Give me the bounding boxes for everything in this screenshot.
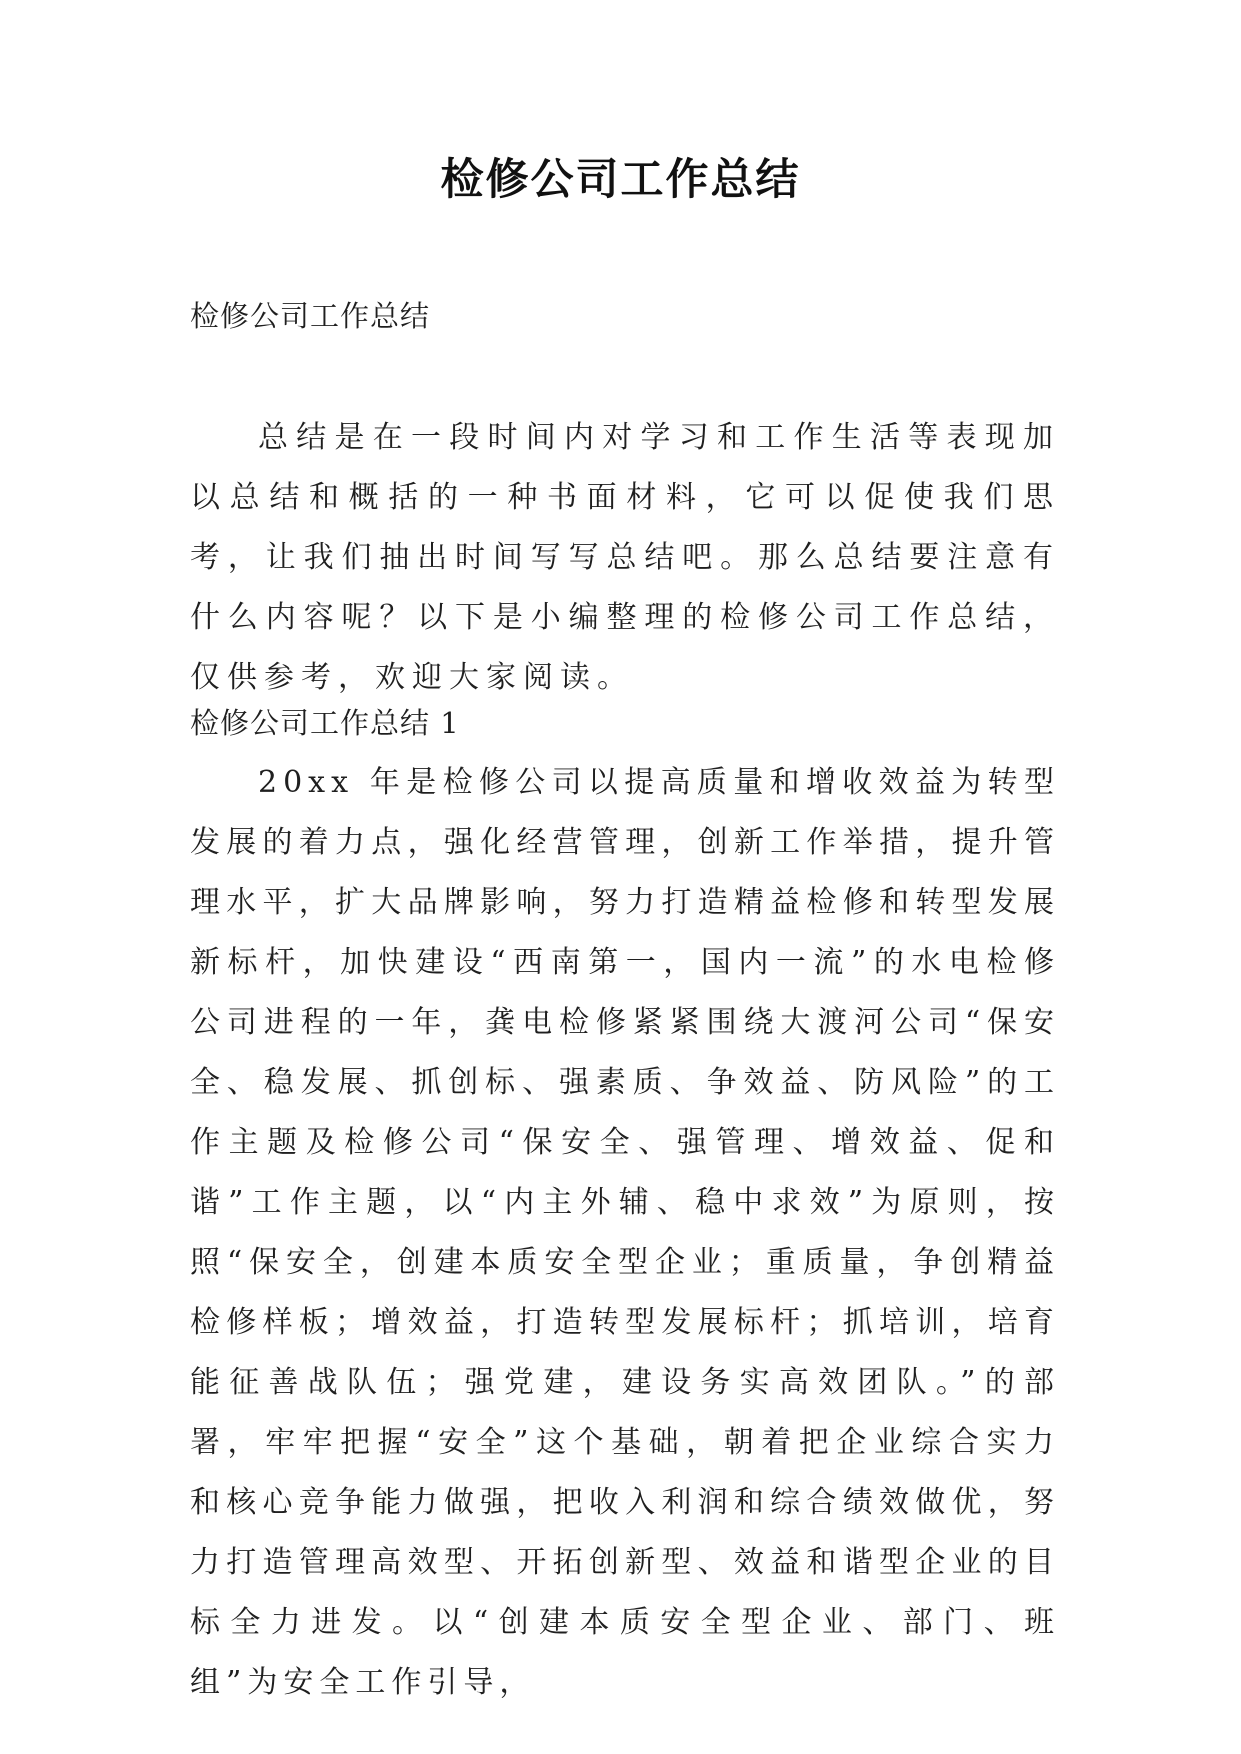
document-title: 检修公司工作总结 [440, 155, 801, 205]
document-subtitle: 检修公司工作总结 [190, 299, 431, 333]
intro-paragraph: 总结是在一段时间内对学习和工作生活等表现加以总结和概括的一种书面材料，它可以促使我们思考，让我们抽出时间写写总结吧。那么总结要注意有什么内容呢？以下是小编整理的检修公司工作总结，仅供参考，欢迎大家阅读。 [190, 420, 1060, 695]
body-paragraph: 20xx 年是检修公司以提高质量和增收效益为转型发展的着力点，强化经营管理，创新工作举措，提升管理水平，扩大品牌影响，努力打造精益检修和转型发展新标杆，加快建设“西南第一，国内一流”的水电检修公司进程的一年，龚电检修紧紧围绕大渡河公司“保安全、稳发展、抓创标、强素质、争效益、防风险”的工作主题及检修公司“保安全、强管理、增效益、促和谐”工作主题，以“内主外辅、稳中求效”为原则，按照“保安全，创建本质安全型企业；重质量，争创精益检修样板；增效益，打造转型发展标杆；抓培训，培育能征善战队伍；强党建，建设务实高效团队。”的部署，牢牢把握“安全”这个基础，朝着把企业综合实力和核心竞争能力做强，把收入利润和综合绩效做优，努力打造管理高效型、开拓创新型、效益和谐型企业的目标全力进发。以“创建本质安全型企业、部门、班组”为安全工作引导， [190, 765, 1060, 1700]
section-heading: 检修公司工作总结 1 [190, 706, 460, 740]
